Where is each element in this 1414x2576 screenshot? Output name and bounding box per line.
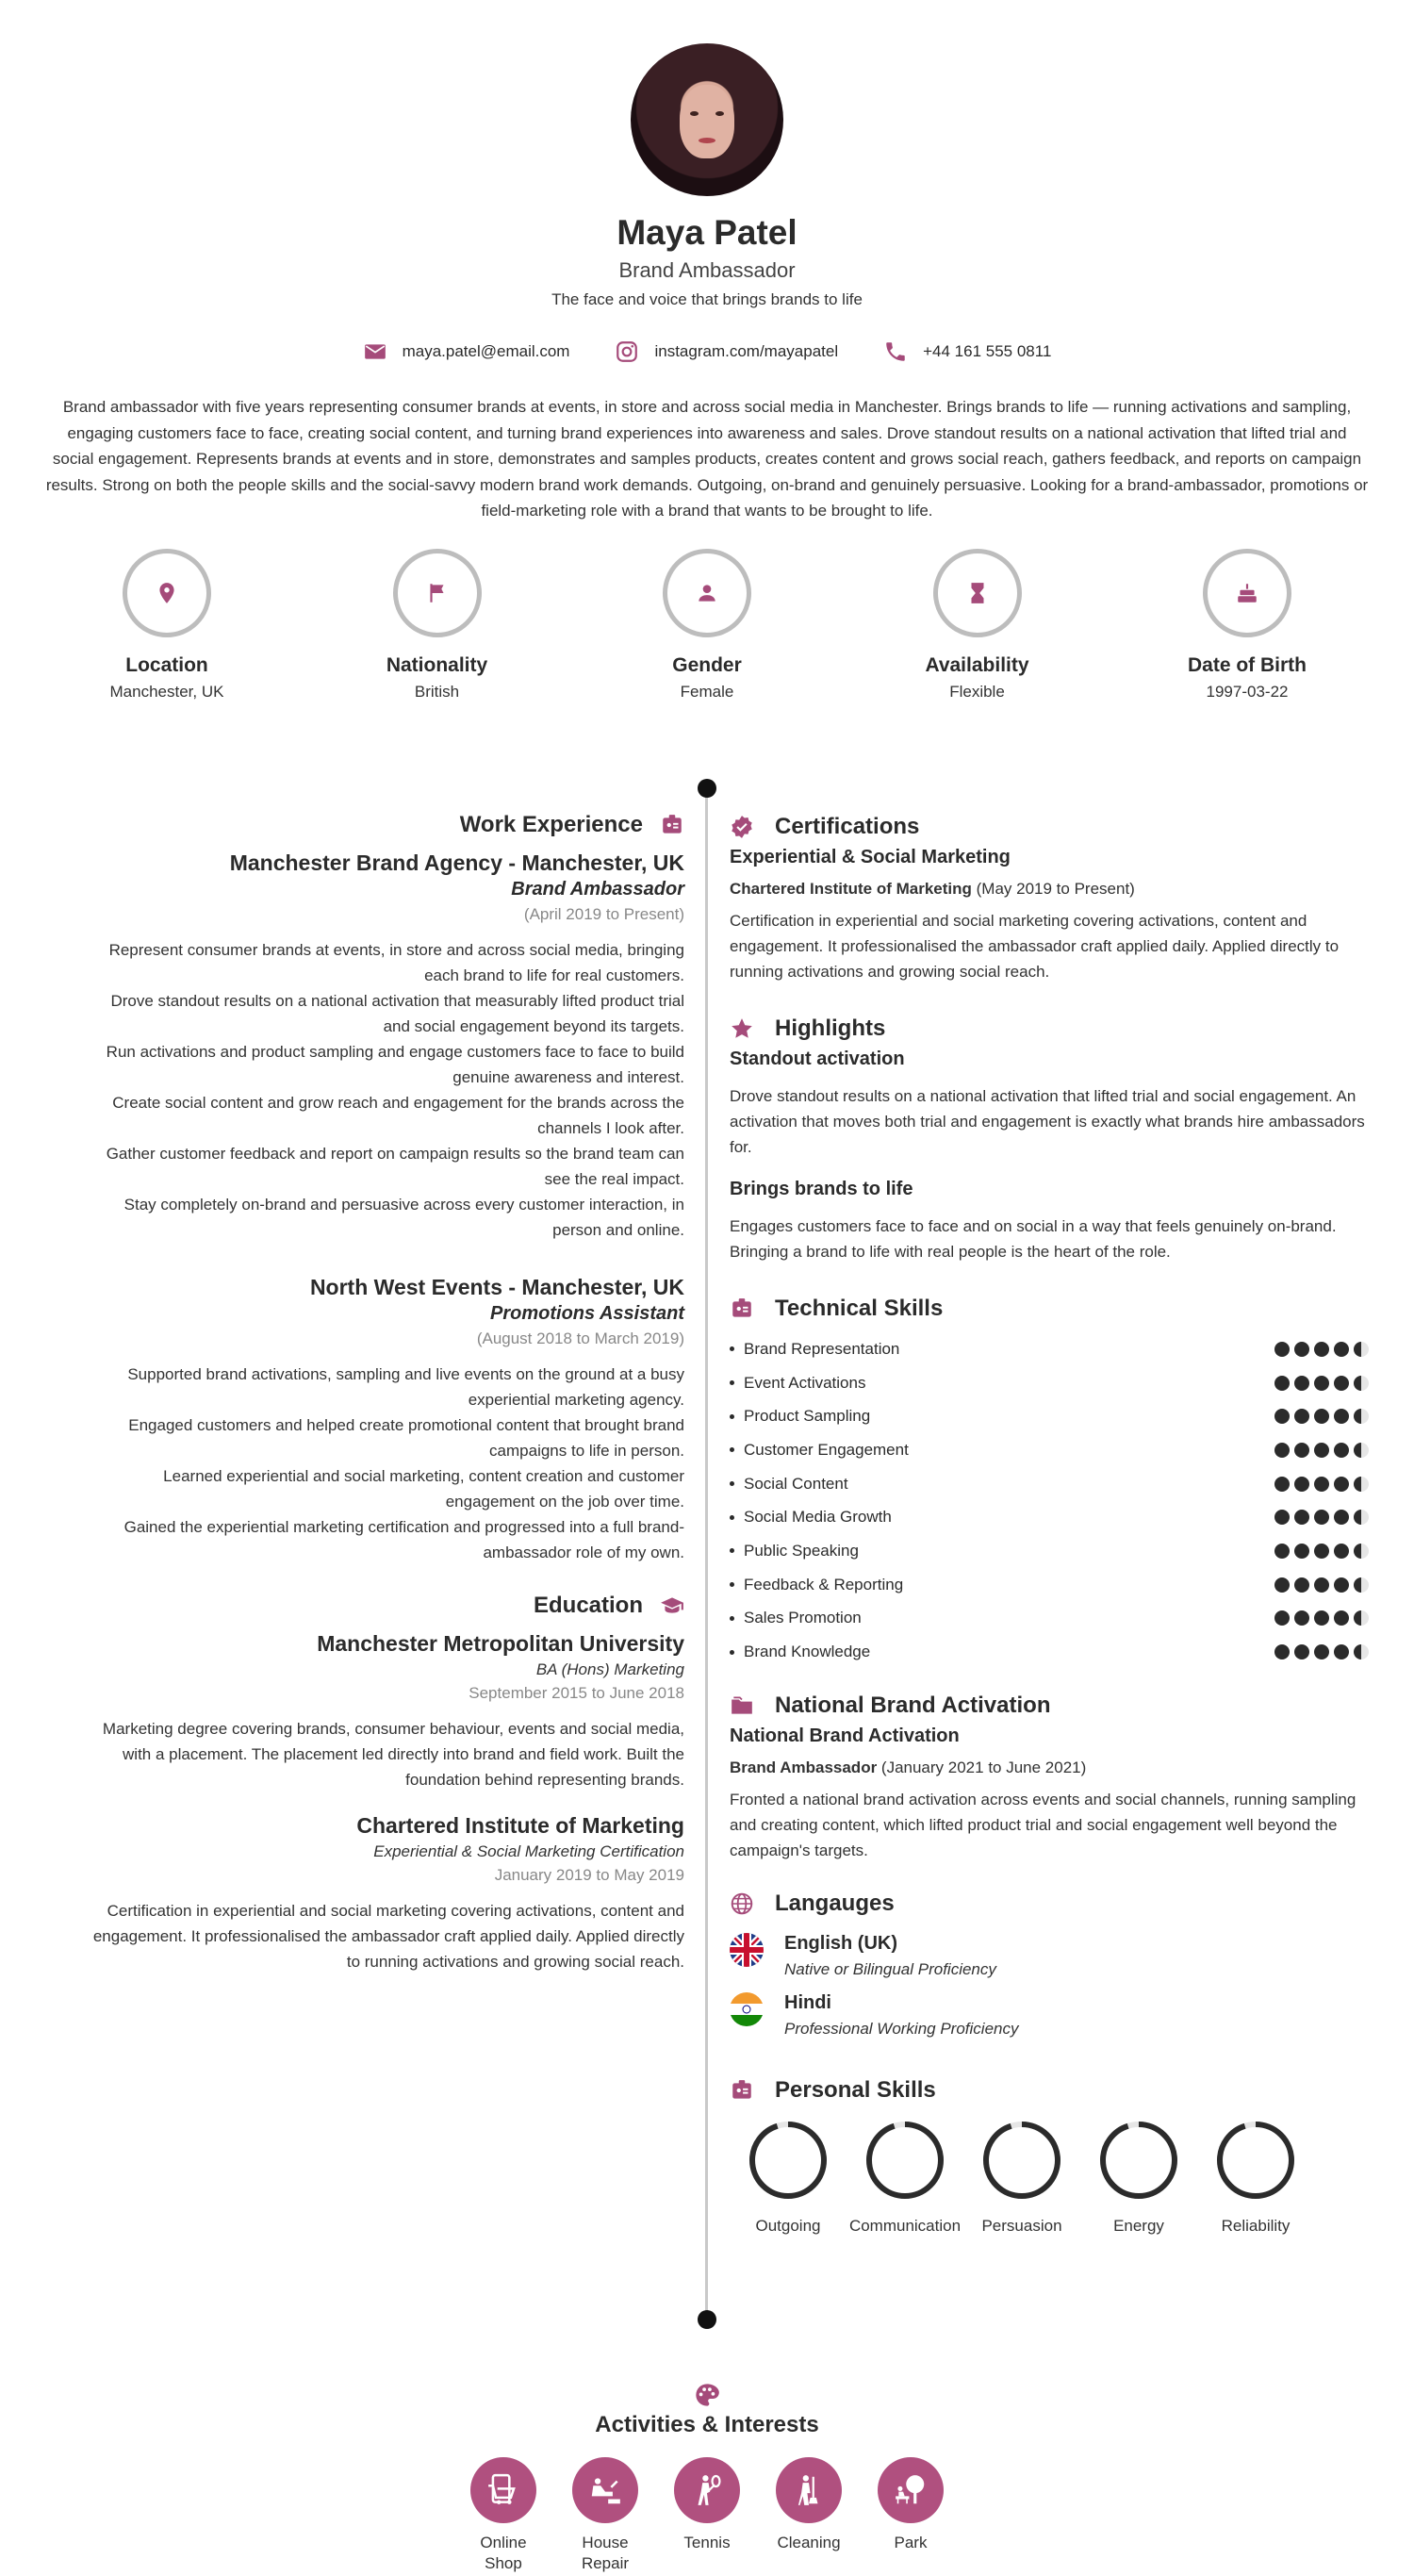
rating-dot [1354,1477,1369,1492]
shopping-cart-icon [485,2472,521,2508]
email-text[interactable]: maya.patel@email.com [402,342,570,360]
skill-ring [864,2120,945,2201]
instagram-text[interactable]: instagram.com/mayapatel [654,342,839,360]
activity-item [878,2457,944,2574]
job-date: (August 2018 to March 2019) [476,1329,684,1347]
job-organization: North West Events - Manchester, UK [309,1275,684,1299]
technical-skills-heading [730,1293,1369,1325]
project-role: Brand Ambassador [730,1758,878,1776]
rating-dot [1274,1409,1290,1424]
instagram-contact[interactable] [615,339,838,364]
job-entry [45,1275,684,1565]
rating-dot [1314,1409,1329,1424]
personal-skills-list [730,2120,1314,2236]
rating-dot [1334,1510,1349,1525]
timeline-end-dot [698,2310,716,2329]
job-line: Create social content and grow reach and engagement for the brands across the [112,1094,684,1112]
certification-date: (May 2019 to Present) [971,880,1135,898]
skill-rating [1274,1443,1369,1458]
id-badge-icon [660,813,684,837]
id-badge-icon [730,2078,754,2103]
info-value: Flexible [949,683,1005,701]
skill-row [730,1568,1369,1602]
rating-dot [1294,1510,1309,1525]
left-column [45,809,684,1974]
rating-dot [1294,1577,1309,1593]
job-line: and social engagement beyond its targets. [383,1017,684,1035]
rating-dot [1314,1477,1329,1492]
skill-name: Social Media Growth [730,1508,892,1527]
rating-dot [1354,1342,1369,1357]
person-icon [695,581,719,605]
rating-dot [1294,1610,1309,1626]
certification-description: Certification in experiential and social marketing covering activations, content and engagement. It professionalised the ambassador craft applied daily. Applied directly to running activations and growing social reach. [730,912,1340,981]
highlights-heading [730,1013,1369,1045]
language-name: English (UK) [784,1932,897,1954]
rating-dot [1294,1342,1309,1357]
flag-icon [425,581,450,605]
info-value: Female [680,683,734,701]
skill-rating [1274,1510,1369,1525]
rating-dot [1334,1409,1349,1424]
job-line: Stay completely on-brand and persuasive across every customer interaction, in [123,1196,684,1214]
info-nationality [303,549,572,702]
rating-dot [1334,1443,1349,1458]
personal-info-row [32,549,1382,702]
verified-badge-icon [730,815,754,839]
job-description [45,937,684,1243]
rating-dot [1274,1477,1290,1492]
job-line: channels I look after. [537,1119,684,1137]
info-label: Date of Birth [1188,654,1307,676]
job-organization: Manchester Brand Agency - Manchester, UK [229,850,684,875]
job-line: genuine awareness and interest. [452,1068,684,1086]
skill-rating [1274,1577,1369,1593]
personal-skill-name: Energy [1113,2216,1164,2235]
job-line: ambassador role of my own. [483,1544,684,1561]
info-date-of-birth [1112,549,1382,702]
rating-dot [1314,1610,1329,1626]
job-line: Gather customer feedback and report on campaign results so the brand team can [106,1145,684,1163]
rating-dot [1274,1376,1290,1391]
hourglass-icon [965,581,990,605]
skill-ring [981,2120,1062,2201]
highlight-title: Standout activation [730,1049,905,1069]
rating-dot [1294,1443,1309,1458]
phone-contact[interactable] [883,339,1051,364]
skill-rating [1274,1610,1369,1626]
timeline-line [705,788,708,2320]
rating-dot [1274,1510,1290,1525]
rating-dot [1274,1342,1290,1357]
education-entry [45,1631,684,1792]
graduation-cap-icon [660,1593,684,1618]
skill-row [730,1332,1369,1366]
job-line: Supported brand activations, sampling and live events on the ground at a busy [127,1365,684,1383]
cake-icon [1235,581,1259,605]
highlight-text: Drove standout results on a national activation that lifted trial and social engagement. An activation that moves both trial and engagement is exactly what brands hire ambassadors for. [730,1087,1365,1156]
folder-icon [730,1693,754,1718]
language-level: Professional Working Proficiency [784,2019,1019,2038]
section-title: Certifications [775,814,920,839]
skill-rating [1274,1477,1369,1492]
project-meta [730,1759,1369,1777]
skill-ring-fill [869,2124,941,2196]
info-value: 1997-03-22 [1206,683,1289,701]
rating-dot [1334,1342,1349,1357]
info-location [32,549,302,702]
section-title: Technical Skills [775,1296,944,1321]
skill-row [730,1602,1369,1636]
skill-name: Customer Engagement [730,1441,909,1460]
info-label: Gender [672,654,742,676]
language-name: Hindi [784,1991,831,2013]
degree: Experiential & Social Marketing Certification [373,1842,684,1860]
job-line: see the real impact. [544,1170,684,1188]
skill-row [730,1467,1369,1501]
skill-name: Social Content [730,1475,848,1494]
skill-row [730,1534,1369,1568]
info-value: British [414,683,460,701]
language-item [730,1933,1369,1979]
tennis-icon [689,2472,725,2508]
contact-bar [0,339,1414,364]
section-title: National Brand Activation [775,1692,1051,1718]
section-title: Education [533,1593,643,1618]
rating-dot [1334,1477,1349,1492]
job-role: Promotions Assistant [490,1303,684,1324]
rating-dot [1354,1376,1369,1391]
skill-name: Public Speaking [730,1542,859,1560]
rating-dot [1354,1644,1369,1660]
skill-name: Product Sampling [730,1407,870,1426]
job-line: Represent consumer brands at events, in store and across social media, bringing [108,941,684,959]
rating-dot [1274,1544,1290,1559]
certification-meta [730,880,1369,899]
skill-ring-fill [1103,2124,1175,2196]
instagram-icon [615,339,639,364]
rating-dot [1354,1510,1369,1525]
personal-skill-name: Reliability [1221,2216,1291,2235]
rating-dot [1294,1376,1309,1391]
email-icon [363,339,387,364]
repair-icon [587,2472,623,2508]
activity-name: Tennis [683,2534,731,2551]
skill-name: Brand Knowledge [730,1643,870,1661]
job-line: Gained the experiential marketing certification and progressed into a full brand- [123,1518,684,1536]
personal-skill [847,2120,963,2236]
education-description [45,1716,684,1792]
rating-dot [1274,1644,1290,1660]
certification-name: Experiential & Social Marketing [730,847,1011,867]
skill-ring [1098,2120,1179,2201]
skill-name: Brand Representation [730,1340,899,1359]
education-date: September 2015 to June 2018 [469,1684,684,1702]
rating-dot [1334,1610,1349,1626]
highlight-title: Brings brands to life [730,1179,913,1199]
job-line: Learned experiential and social marketing, content creation and customer [163,1467,684,1485]
activities-heading: Activities & Interests [595,2412,819,2437]
rating-dot [1314,1510,1329,1525]
activity-name: Online Shop [480,2534,527,2572]
section-title: Highlights [775,1016,886,1041]
language-item [730,1992,1369,2039]
skill-ring-fill [1220,2124,1291,2196]
activity-item [674,2457,740,2574]
job-role: Brand Ambassador [511,879,684,900]
rating-dot [1294,1644,1309,1660]
education-entry [45,1813,684,1974]
personal-skill [963,2120,1080,2236]
section-title: Langauges [775,1890,895,1916]
school-name: Manchester Metropolitan University [317,1631,684,1656]
highlight-text: Engages customers face to face and on social in a way that feels genuinely on-brand. Bringing a brand to life with real people is the heart of the role. [730,1217,1337,1261]
star-icon [730,1016,754,1041]
job-line: engagement on the job over time. [445,1493,684,1511]
education-line: to running activations and growing social reach. [346,1953,684,1971]
info-label: Nationality [386,654,488,676]
palette-icon [694,2382,720,2408]
activity-name: Park [894,2534,928,2551]
activity-name: Cleaning [777,2534,841,2551]
activity-item [572,2457,638,2574]
skill-ring [1215,2120,1296,2201]
job-line: Drove standout results on a national activation that measurably lifted product trial [110,992,684,1010]
park-icon [893,2472,929,2508]
activity-item [776,2457,842,2574]
rating-dot [1334,1544,1349,1559]
job-line: person and online. [552,1221,684,1239]
rating-dot [1294,1544,1309,1559]
languages-heading [730,1888,1369,1920]
personal-skill-name: Outgoing [755,2216,821,2235]
skill-row [730,1399,1369,1433]
profile-photo [631,43,783,196]
candidate-name: Maya Patel [617,213,797,252]
job-line: each brand to life for real customers. [424,966,684,984]
language-level: Native or Bilingual Proficiency [784,1959,996,1978]
job-line: Engaged customers and helped create promotional content that brought brand [128,1416,684,1434]
rating-dot [1274,1610,1290,1626]
school-name: Chartered Institute of Marketing [356,1813,684,1838]
right-column [730,811,1369,2236]
rating-dot [1354,1443,1369,1458]
education-line: with a placement. The placement led directly into brand and field work. Built the [123,1745,684,1763]
activity-item [470,2457,536,2574]
education-line: foundation behind representing brands. [405,1771,684,1789]
rating-dot [1314,1644,1329,1660]
rating-dot [1274,1443,1290,1458]
education-description [45,1898,684,1974]
info-availability [843,549,1112,702]
personal-skill [1080,2120,1197,2236]
education-line: Marketing degree covering brands, consumer behaviour, events and social media, [102,1720,684,1738]
degree: BA (Hons) Marketing [535,1660,684,1678]
globe-icon [730,1891,754,1916]
info-label: Availability [925,654,1029,676]
skill-ring-fill [986,2124,1058,2196]
phone-text[interactable]: +44 161 555 0811 [923,342,1052,360]
education-date: January 2019 to May 2019 [494,1866,684,1884]
section-title: Work Experience [459,812,643,837]
job-line: experiential marketing agency. [468,1391,684,1409]
project-date: (January 2021 to June 2021) [877,1758,1087,1776]
rating-dot [1314,1443,1329,1458]
personal-skills-heading [730,2074,1369,2106]
education-line: engagement. It professionalised the ambassador craft applied daily. Applied directly [92,1927,684,1945]
info-value: Manchester, UK [109,683,224,701]
candidate-title: Brand Ambassador [618,258,796,282]
skill-row [730,1366,1369,1400]
section-title: Personal Skills [775,2076,936,2103]
rating-dot [1314,1376,1329,1391]
rating-dot [1314,1544,1329,1559]
personal-skill [1197,2120,1314,2236]
job-line: Run activations and product sampling and engage customers face to face to build [106,1043,684,1061]
rating-dot [1274,1577,1290,1593]
personal-skill [730,2120,847,2236]
skill-name: Sales Promotion [730,1609,862,1627]
education-heading [45,1590,684,1622]
certification-issuer: Chartered Institute of Marketing [730,880,972,898]
rating-dot [1314,1577,1329,1593]
rating-dot [1294,1477,1309,1492]
skill-name: Event Activations [730,1374,865,1393]
skill-ring [748,2120,829,2201]
rating-dot [1354,1577,1369,1593]
id-badge-icon [730,1296,754,1321]
education-line: Certification in experiential and social marketing covering activations, content and [107,1902,684,1920]
skill-name: Feedback & Reporting [730,1576,903,1594]
phone-icon [883,339,908,364]
rating-dot [1314,1342,1329,1357]
skill-ring-fill [752,2124,824,2196]
rating-dot [1354,1544,1369,1559]
timeline-start-dot [698,779,716,798]
rating-dot [1354,1610,1369,1626]
project-description: Fronted a national brand activation across events and social channels, running sampling and creating content, which lifted product trial and social engagement well beyond the campaign's targets. [730,1790,1356,1859]
rating-dot [1334,1376,1349,1391]
location-pin-icon [155,581,179,605]
certifications-heading [730,811,1369,843]
uk-flag-icon [730,1933,764,1967]
activities-list [0,2457,1414,2574]
skill-rating [1274,1409,1369,1424]
rating-dot [1354,1409,1369,1424]
project-name: National Brand Activation [730,1725,960,1746]
job-description [45,1362,684,1565]
rating-dot [1334,1577,1349,1593]
skill-row [730,1635,1369,1669]
technical-skills-list [730,1332,1369,1669]
rating-dot [1334,1644,1349,1660]
rating-dot [1294,1409,1309,1424]
project-heading [730,1690,1369,1722]
info-gender [572,549,842,702]
skill-row [730,1500,1369,1534]
india-flag-icon [730,1992,764,2026]
job-date: (April 2019 to Present) [523,905,684,923]
skill-rating [1274,1342,1369,1357]
skill-rating [1274,1644,1369,1660]
job-entry [45,850,684,1243]
profile-summary: Brand ambassador with five years representing consumer brands at events, in store and across social media in Manchester. Brings brands to life — running activations and sampling, engaging customers face to face, creating social content, and turning brand experiences into awareness and sales. Drove standout results on a national activation that lifted trial and social engagement. Represents brands at events and in store, demonstrates and samples products, creates content and grows social reach, gathers feedback, and reports on campaign results. Strong on both the people skills and the social-savvy modern brand work demands. Outgoing, on-brand and genuinely persuasive. Looking for a brand-ambassador, promotions or field-marketing role with a brand that wants to be brought to life. [45,398,1369,520]
job-line: campaigns to life in person. [489,1442,684,1460]
work-experience-heading [45,809,684,841]
email-contact[interactable] [363,339,570,364]
personal-skill-name: Communication [848,2216,962,2235]
activity-name: House Repair [581,2534,630,2572]
personal-skill-name: Persuasion [981,2216,1062,2235]
cleaning-icon [791,2472,827,2508]
skill-row [730,1433,1369,1467]
skill-rating [1274,1544,1369,1559]
info-label: Location [125,654,208,676]
skill-rating [1274,1376,1369,1391]
tagline: The face and voice that brings brands to life [551,290,863,308]
